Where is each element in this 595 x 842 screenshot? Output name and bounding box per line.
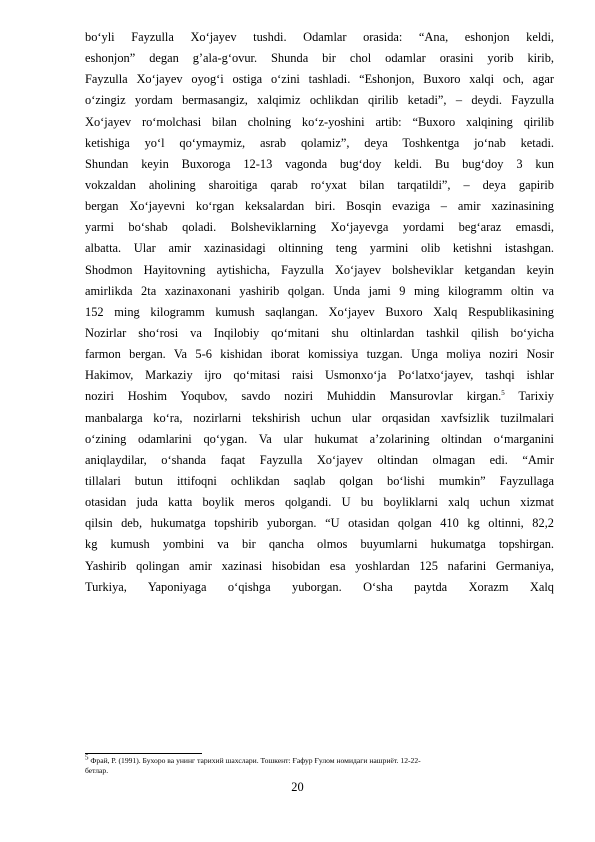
text-line: amirlikda 2ta xazinaxonani yashirib qolgan. Unda jami 9 ming kilogramm oltin va <box>85 283 554 298</box>
text-line: bo‘yli Fayzulla Xo‘jayev tushdi. Odamlar orasida: “Ana, eshonjon keldi, <box>85 30 554 44</box>
text-line: Xo‘jayev ro‘molchasi bilan cholning ko‘z-yoshini artib: “Buxoro xalqining qirilib <box>85 114 554 129</box>
text-line: aniqlaydilar, o‘shanda faqat Fayzulla Xo‘jayev oltindan olmagan edi. “Amir <box>85 452 554 467</box>
line-text: noziri Hoshim Yoqubov, savdo noziri Muhiddin Mansurovlar kirgan. <box>85 389 502 404</box>
page-number: 20 <box>291 780 304 794</box>
text-line: tillalari butun ittifoqni ochlikdan saqlab qolgan bo‘lishi mumkin” Fayzullaga <box>85 473 554 488</box>
line-tail: Tarixiy <box>518 389 554 404</box>
text-line: qilsin deb, hukumatga topshirib yuborgan. “U otasidan qolgan 410 kg oltinni, 82,2 <box>85 516 554 531</box>
text-line: manbalarga ko‘ra, nozirlarni tekshirish uchun ular orqasidan xavfsizlik tuzilmalari <box>85 410 554 425</box>
footnote-divider <box>85 753 202 754</box>
text-line: albatta. Ular amir xazinasidagi oltinning teng yarmini olib ketishni istashgan. <box>85 241 554 256</box>
footnote-text-continued: бетлар. <box>85 766 109 775</box>
text-line: Shodmon Hayitovning aytishicha, Fayzulla Xo‘jayev bolsheviklar ketgandan keyin <box>85 262 554 277</box>
text-line: Fayzulla Xo‘jayev oyog‘i ostiga o‘zini tashladi. “Eshonjon, Buxoro xalqi och, agar <box>85 72 554 87</box>
text-line: 152 ming kilogramm kumush saqlangan. Xo‘jayev Buxoro Xalq Respublikasining <box>85 304 554 319</box>
footnote <box>85 753 554 776</box>
text-line: otasidan juda katta boylik meros qolgandi. U bu boyliklarni xalq uchun xizmat <box>85 495 554 510</box>
text-line: kg kumush yombini va bir qancha olmos buyumlarni hukumatga topshirgan. <box>85 537 554 552</box>
footnote-text: Фрай, Р. (1991). Бухоро ва унинг тарихий шахслари. Тошкент: Ғафур Ғулом номидаги нашриёт. 12-22- <box>90 756 421 765</box>
text-line: Shundan keyin Buxoroga 12-13 vagonda bug‘doy keldi. Bu bug‘doy 3 kun <box>85 156 554 171</box>
text-line-with-footnote <box>85 386 554 407</box>
text-line: vokzaldan aholining sharoitiga qarab ro‘yxat bilan tarqatildi”, – deya gapirib <box>85 177 554 192</box>
text-line: bergan Xo‘jayevni ko‘rgan keksalardan biri. Bosqin evaziga – amir xazinasining <box>85 199 554 214</box>
text-line: Nozirlar sho‘rosi va Inqilobiy qo‘mitani shu oltinlardan tashkil qilish bo‘yicha <box>85 325 554 340</box>
text-line: eshonjon” degan g’ala-g‘ovur. Shunda bir chol odamlar orasini yorib kirib, <box>85 51 554 66</box>
text-line: o‘zingiz yordam bermasangiz, xalqimiz ochlikdan qirilib ketadi”, – deydi. Fayzulla <box>85 93 554 108</box>
text-line: ketishiga yo‘l qo‘ymaymiz, asrab qolamiz”, deya Toshkentga jo‘nab ketadi. <box>85 135 554 150</box>
footnote-ref: 5 <box>501 389 505 398</box>
text-line: farmon bergan. Va 5-6 kishidan iborat komissiya tuzgan. Unga moliya noziri Nosir <box>85 347 554 362</box>
footnote-marker: 5 <box>85 753 89 762</box>
text-line: Yashirib qolingan amir xazinasi hisobidan esa yoshlardan 125 nafarini Germaniya, <box>85 558 554 573</box>
text-line: yarmi bo‘shab qoladi. Bolsheviklarning Xo‘jayevga yordami beg‘araz emasdi, <box>85 220 554 235</box>
text-line: Turkiya, Yaponiyaga o‘qishga yuborgan. O‘sha paytda Xorazm Xalq <box>85 579 554 594</box>
main-text <box>85 27 554 598</box>
text-line: o‘zining odamlarini qo‘ygan. Va ular hukumat a’zolarining oltindan o‘marganini <box>85 431 554 446</box>
text-line: Hakimov, Markaziy ijro qo‘mitasi raisi Usmonxo‘ja Po‘latxo‘jayev, tashqi ishlar <box>85 368 554 383</box>
